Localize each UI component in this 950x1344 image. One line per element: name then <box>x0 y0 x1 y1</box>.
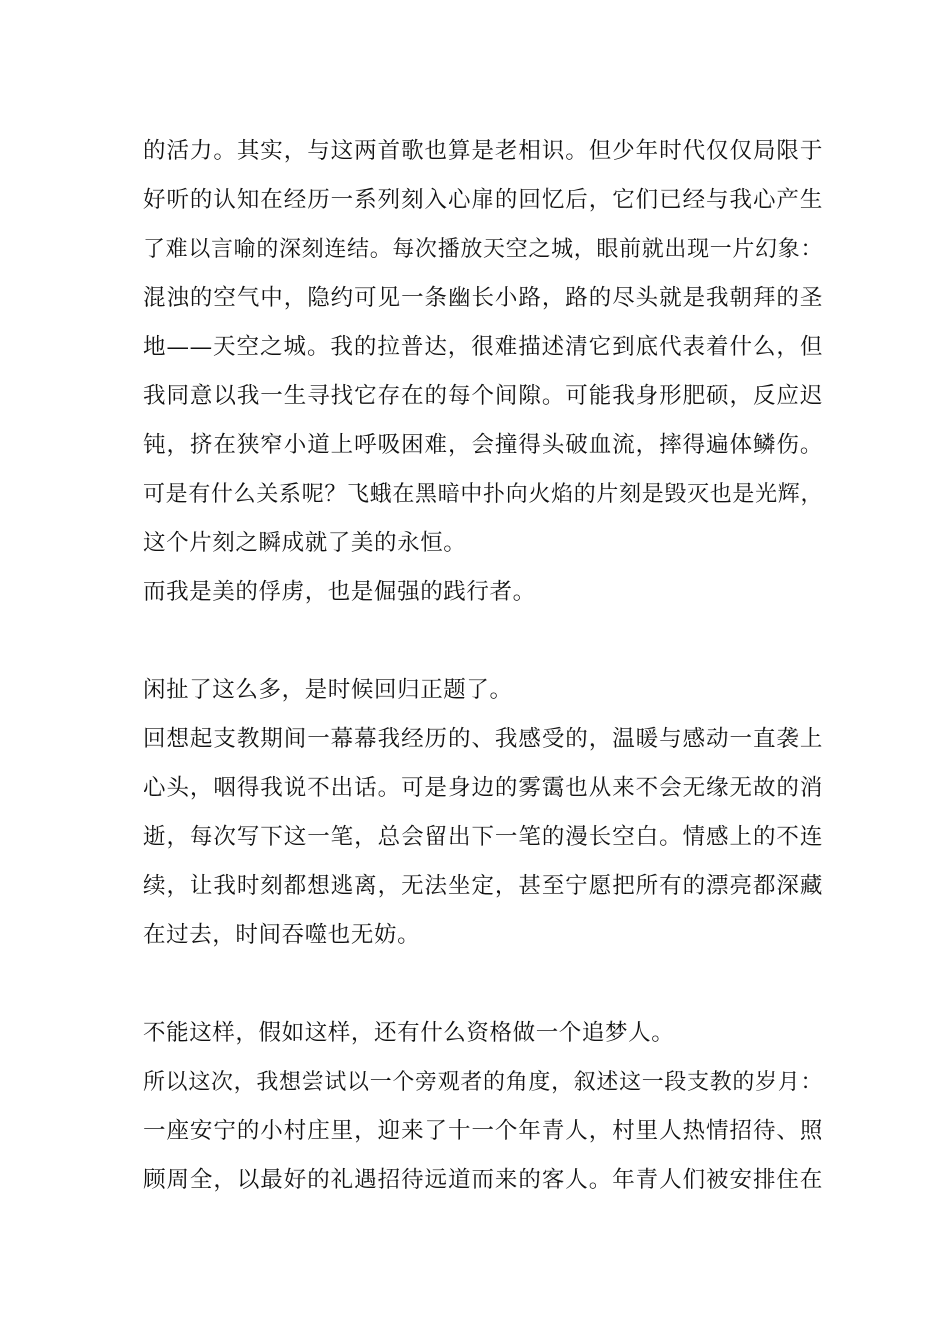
paragraph-gap <box>143 617 823 666</box>
text-line: 闲扯了这么多，是时候回归正题了。 <box>143 677 513 703</box>
text-line: 了难以言喻的深刻连结。每次播放天空之城，眼前就出现一片幻象： <box>143 237 823 262</box>
text-line: 回想起支教期间一幕幕我经历的、我感受的，温暖与感动一直袭上 <box>143 726 823 752</box>
text-line: 顾周全，以最好的礼遇招待远道而来的客人。年青人们被安排住在 <box>143 1167 823 1193</box>
text-line: 不能这样，假如这样，还有什么资格做一个追梦人。 <box>143 1020 675 1046</box>
text-line: 的活力。其实，与这两首歌也算是老相识。但少年时代仅仅局限于 <box>143 138 823 164</box>
text-line: 钝，挤在狭窄小道上呼吸困难，会撞得头破血流，摔得遍体鳞伤。 <box>143 432 823 458</box>
text-line: 我同意以我一生寻找它存在的每个间隙。可能我身形肥硕，反应迟 <box>143 383 823 409</box>
text-line: 地——天空之城。我的拉普达，很难描述清它到底代表着什么，但 <box>143 334 823 360</box>
text-line: 心头，咽得我说不出话。可是身边的雾霭也从来不会无缘无故的消 <box>143 775 823 801</box>
text-line: 可是有什么关系呢？飞蛾在黑暗中扑向火焰的片刻是毁灭也是光辉， <box>143 482 823 507</box>
paragraph-gap <box>143 960 823 1009</box>
text-line: 好听的认知在经历一系列刻入心扉的回忆后，它们已经与我心产生 <box>143 187 823 213</box>
text-line: 混浊的空气中，隐约可见一条幽长小路，路的尽头就是我朝拜的圣 <box>143 285 823 311</box>
text-line: 逝，每次写下这一笔，总会留出下一笔的漫长空白。情感上的不连 <box>143 824 823 850</box>
text-line: 一座安宁的小村庄里，迎来了十一个年青人，村里人热情招待、照 <box>143 1118 823 1144</box>
text-line: 这个片刻之瞬成就了美的永恒。 <box>143 530 467 556</box>
document-body <box>143 127 823 1205</box>
text-line: 而我是美的俘虏，也是倔强的践行者。 <box>143 579 536 605</box>
text-line: 所以这次，我想尝试以一个旁观者的角度，叙述这一段支教的岁月： <box>143 1070 823 1095</box>
text-line: 续，让我时刻都想逃离，无法坐定，甚至宁愿把所有的漂亮都深藏 <box>143 873 823 899</box>
text-line: 在过去，时间吞噬也无妨。 <box>143 922 421 948</box>
